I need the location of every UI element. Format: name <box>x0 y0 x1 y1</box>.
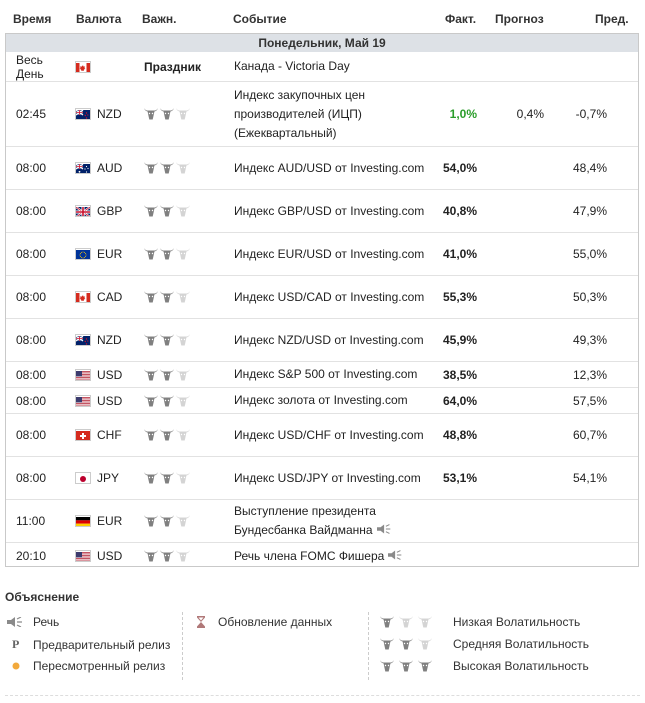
event-actual: 45,9% <box>442 333 477 347</box>
event-forecast <box>486 500 544 542</box>
header-actual[interactable]: Факт. <box>445 12 477 26</box>
event-actual <box>436 52 477 81</box>
event-time: 08:00 <box>16 367 47 382</box>
event-importance <box>144 319 224 361</box>
event-time: 08:00 <box>16 290 47 304</box>
event-time: 02:45 <box>16 107 47 121</box>
event-title-text[interactable]: Индекс EUR/USD от Investing.com <box>234 246 425 261</box>
currency-code: NZD <box>97 107 122 121</box>
event-title-text[interactable]: Индекс закупочных цен производителей (ИЦП) (Ежеквартальный) <box>234 87 365 140</box>
table-row[interactable] <box>6 361 638 387</box>
flag-ca-icon <box>76 62 90 72</box>
table-row[interactable] <box>6 387 638 413</box>
event-time: 08:00 <box>16 428 47 442</box>
importance-bulls-icon <box>144 429 192 441</box>
currency-code: AUD <box>97 161 123 175</box>
currency-code: EUR <box>97 247 123 261</box>
event-title-text[interactable]: Индекс S&P 500 от Investing.com <box>234 367 418 381</box>
event-forecast <box>486 414 544 456</box>
event-title[interactable] <box>234 319 434 361</box>
event-importance <box>144 82 224 146</box>
event-title[interactable] <box>234 388 434 413</box>
importance-bulls-icon <box>144 472 192 484</box>
event-title-text[interactable]: Индекс NZD/USD от Investing.com <box>234 332 424 347</box>
event-previous: 60,7% <box>572 428 607 442</box>
low-volatility-bulls-icon <box>380 616 437 628</box>
header-previous[interactable]: Пред. <box>595 12 629 26</box>
event-title[interactable] <box>234 147 434 189</box>
event-importance <box>144 500 224 542</box>
event-currency <box>76 147 136 189</box>
legend <box>0 578 645 703</box>
legend-divider <box>182 612 183 680</box>
event-forecast <box>486 362 544 387</box>
legend-low-volatility: Низкая Волатильность <box>380 615 580 629</box>
event-previous: 48,4% <box>572 161 607 175</box>
event-currency <box>76 52 136 81</box>
importance-bulls-icon <box>144 108 192 120</box>
flag-ca-icon <box>76 292 90 302</box>
event-currency <box>76 457 136 499</box>
hourglass-icon <box>192 616 210 628</box>
event-currency <box>76 319 136 361</box>
currency-code: USD <box>97 548 123 563</box>
event-importance <box>144 543 224 568</box>
event-importance <box>144 52 224 81</box>
legend-revised: Пересмотренный релиз <box>7 659 165 673</box>
event-currency <box>76 543 136 568</box>
event-currency <box>76 500 136 542</box>
flag-us-icon <box>76 396 90 406</box>
event-currency <box>76 82 136 146</box>
event-forecast <box>486 276 544 318</box>
event-title-text[interactable]: Индекс AUD/USD от Investing.com <box>234 160 425 175</box>
event-previous <box>556 500 607 542</box>
speech-icon <box>7 617 25 627</box>
event-time: 08:00 <box>16 333 47 347</box>
importance-bulls-icon <box>144 395 192 407</box>
event-importance <box>144 190 224 232</box>
event-title-text[interactable]: Выступление президента Бундесбанка Вайдманна <box>234 504 376 537</box>
legend-bottom-divider <box>5 695 640 696</box>
header-forecast[interactable]: Прогноз <box>495 12 544 26</box>
event-title-text[interactable]: Индекс GBP/USD от Investing.com <box>234 203 425 218</box>
event-previous: 55,0% <box>572 247 607 261</box>
revised-dot-icon <box>7 661 25 671</box>
flag-us-icon <box>76 551 90 561</box>
table-row[interactable] <box>6 542 638 568</box>
event-time: 11:00 <box>16 514 46 528</box>
event-currency <box>76 276 136 318</box>
currency-code: USD <box>97 367 123 382</box>
flag-au-icon <box>76 163 90 173</box>
event-title[interactable] <box>234 414 434 456</box>
currency-code: CAD <box>97 290 123 304</box>
header-currency[interactable]: Валюта <box>76 12 122 26</box>
event-previous: 47,9% <box>572 204 607 218</box>
event-title[interactable] <box>234 362 434 387</box>
flag-nz-icon <box>76 109 90 119</box>
importance-bulls-icon <box>144 515 192 527</box>
currency-code: GBP <box>97 204 123 218</box>
event-title[interactable] <box>234 190 434 232</box>
table-row[interactable] <box>6 456 638 499</box>
preliminary-p-icon: P <box>12 637 20 651</box>
currency-code: CHF <box>97 428 122 442</box>
table-row[interactable] <box>6 52 638 81</box>
event-actual: 40,8% <box>442 204 477 218</box>
legend-data-update: Обновление данных <box>192 615 332 629</box>
event-previous <box>556 52 607 81</box>
speech-icon <box>384 549 404 563</box>
legend-mid-volatility: Средняя Волатильность <box>380 637 589 651</box>
event-forecast <box>486 233 544 275</box>
event-currency <box>76 190 136 232</box>
flag-ch-icon <box>76 430 90 440</box>
event-importance <box>144 147 224 189</box>
event-currency <box>76 388 136 413</box>
legend-divider <box>368 612 369 680</box>
event-title-text[interactable]: Индекс USD/CAD от Investing.com <box>234 289 425 304</box>
legend-high-volatility: Высокая Волатильность <box>380 659 589 673</box>
importance-bulls-icon <box>144 369 192 381</box>
economic-calendar-table <box>5 33 639 567</box>
event-title[interactable] <box>234 276 434 318</box>
importance-bulls-icon <box>144 248 192 260</box>
event-importance <box>144 388 224 413</box>
event-previous: 49,3% <box>572 333 607 347</box>
event-title[interactable] <box>234 233 434 275</box>
event-currency <box>76 362 136 387</box>
event-forecast <box>486 319 544 361</box>
event-importance <box>144 362 224 387</box>
event-forecast: 0,4% <box>516 107 544 121</box>
day-header: Понедельник, Май 19 <box>6 34 638 52</box>
event-time: 08:00 <box>16 161 47 175</box>
event-time: Весь День <box>16 52 44 81</box>
event-previous: 12,3% <box>572 367 607 382</box>
currency-code: USD <box>97 393 123 408</box>
event-actual: 38,5% <box>442 367 477 382</box>
importance-bulls-icon <box>144 550 192 562</box>
event-importance <box>144 414 224 456</box>
event-time: 08:00 <box>16 393 47 408</box>
event-time: 20:10 <box>16 548 47 563</box>
event-actual: 64,0% <box>442 393 477 408</box>
event-actual: 55,3% <box>442 290 477 304</box>
event-title[interactable] <box>234 457 434 499</box>
event-currency <box>76 414 136 456</box>
event-title[interactable] <box>234 543 434 568</box>
event-forecast <box>486 147 544 189</box>
table-row[interactable] <box>6 189 638 232</box>
event-previous <box>556 543 607 568</box>
event-title-text[interactable]: Индекс золота от Investing.com <box>234 393 408 407</box>
event-time: 08:00 <box>16 204 47 218</box>
currency-code: EUR <box>97 514 123 528</box>
event-time: 08:00 <box>16 471 47 485</box>
table-row[interactable] <box>6 232 638 275</box>
event-title-text[interactable]: Речь члена FOMC Фишера <box>234 549 385 563</box>
importance-bulls-icon <box>144 162 192 174</box>
currency-code: JPY <box>97 471 120 485</box>
event-title-text[interactable]: Индекс USD/CHF от Investing.com <box>234 427 424 442</box>
holiday-label: Праздник <box>144 59 201 74</box>
event-title[interactable] <box>234 52 434 81</box>
event-importance <box>144 276 224 318</box>
event-importance <box>144 233 224 275</box>
event-previous: 54,1% <box>572 471 607 485</box>
event-actual: 54,0% <box>442 161 477 175</box>
event-title-text[interactable]: Канада - Victoria Day <box>234 59 350 73</box>
importance-bulls-icon <box>144 291 192 303</box>
flag-jp-icon <box>76 473 90 483</box>
event-previous: 57,5% <box>572 393 607 408</box>
event-actual: 48,8% <box>442 428 477 442</box>
flag-eu-icon <box>76 249 90 259</box>
table-header <box>0 0 645 33</box>
event-currency <box>76 233 136 275</box>
event-time: 08:00 <box>16 247 47 261</box>
event-forecast <box>486 543 544 568</box>
header-event[interactable]: Событие <box>233 12 287 26</box>
event-forecast <box>486 52 544 81</box>
table-row[interactable] <box>6 499 638 542</box>
importance-bulls-icon <box>144 205 192 217</box>
event-forecast <box>486 457 544 499</box>
table-row[interactable] <box>6 146 638 189</box>
event-title[interactable] <box>234 82 434 146</box>
event-previous: -0,7% <box>575 107 607 121</box>
event-actual <box>436 543 477 568</box>
table-row[interactable] <box>6 81 638 146</box>
table-row[interactable] <box>6 275 638 318</box>
flag-de-icon <box>76 516 90 526</box>
speech-icon <box>373 523 393 537</box>
header-importance[interactable]: Важн. <box>142 12 177 26</box>
event-actual: 1,0% <box>449 107 477 121</box>
event-previous: 50,3% <box>572 290 607 304</box>
legend-title: Объяснение <box>5 590 80 604</box>
legend-speech: Речь <box>7 615 59 629</box>
header-time[interactable]: Время <box>13 12 52 26</box>
event-title[interactable] <box>234 500 434 542</box>
importance-bulls-icon <box>144 334 192 346</box>
table-row[interactable] <box>6 413 638 456</box>
event-forecast <box>486 388 544 413</box>
currency-code: NZD <box>97 333 122 347</box>
flag-us-icon <box>76 370 90 380</box>
event-actual: 53,1% <box>442 471 477 485</box>
event-title-text[interactable]: Индекс USD/JPY от Investing.com <box>234 470 421 485</box>
event-importance <box>144 457 224 499</box>
mid-volatility-bulls-icon <box>380 638 437 650</box>
flag-nz-icon <box>76 335 90 345</box>
high-volatility-bulls-icon <box>380 660 437 672</box>
legend-preliminary: P Предварительный релиз <box>7 637 170 652</box>
flag-gb-icon <box>76 206 90 216</box>
event-actual <box>436 500 477 542</box>
table-row[interactable] <box>6 318 638 361</box>
event-forecast <box>486 190 544 232</box>
event-actual: 41,0% <box>442 247 477 261</box>
